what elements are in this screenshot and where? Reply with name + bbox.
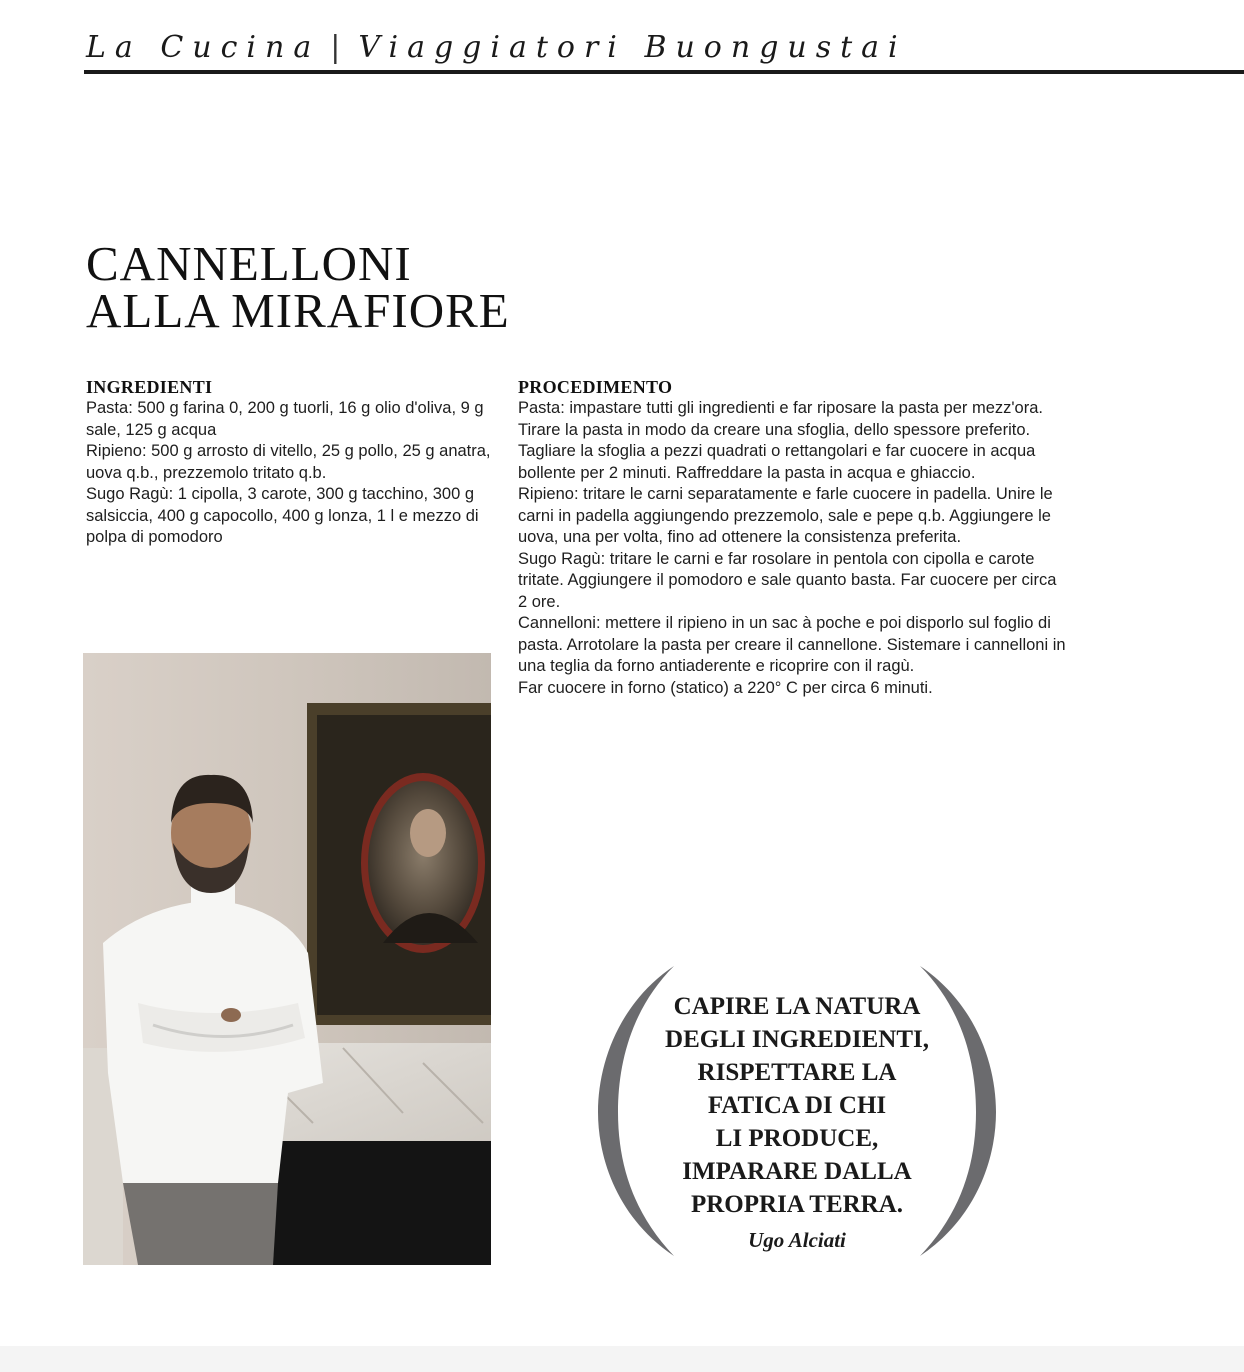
procedure-paragraph: Ripieno: tritare le carni separatamente e farle cuocere in padella. Unire le carni in padella aggiungendo prezzemolo, sale e pepe q.b. Aggiungere le uova, una per volta, fino ad ottenere la consistenza preferita.	[518, 485, 1053, 546]
quote-line: RISPETTARE LA	[697, 1059, 897, 1086]
chef-photo-illustration	[83, 653, 491, 1265]
chef-portrait-photo	[83, 653, 491, 1265]
header-separator: |	[330, 30, 341, 65]
quote-author: Ugo Alciati	[748, 1228, 846, 1252]
header-rule	[84, 70, 1244, 74]
ingredients-paragraph: Pasta: 500 g farina 0, 200 g tuorli, 16 g olio d'oliva, 9 g sale, 125 g acqua	[86, 399, 484, 439]
quote-line: FATICA DI CHI	[707, 1092, 887, 1119]
chef-trousers	[123, 1183, 278, 1265]
procedure-paragraph: Cannelloni: mettere il ripieno in un sac à poche e poi disporlo sul foglio di pasta. Arrotolare la pasta per creare il cannellone. Sistemare i cannelloni in una teglia da forno antiaderente e ricoprire con il ragù.	[518, 614, 1066, 675]
page-bottom-edge	[0, 1346, 1244, 1372]
ingredients-paragraph: Ripieno: 500 g arrosto di vitello, 25 g pollo, 25 g anatra, uova q.b., prezzemolo tritato q.b.	[86, 442, 491, 482]
ingredients-paragraph: Sugo Ragù: 1 cipolla, 3 carote, 300 g tacchino, 300 g salsiccia, 400 g capocollo, 400 g lonza, 1 l e mezzo di polpa di pomodoro	[86, 485, 479, 546]
pull-quote	[592, 962, 1002, 1260]
quote-line: LI PRODUCE,	[715, 1125, 879, 1152]
quote-line: PROPRIA TERRA.	[690, 1191, 904, 1218]
procedure-column	[518, 376, 1068, 699]
quote-line: DEGLI INGREDIENTI,	[665, 1026, 929, 1053]
section-name: La Cucina	[86, 30, 321, 65]
procedure-paragraph: Sugo Ragù: tritare le carni e far rosolare in pentola con cipolla e carote tritate. Aggiungere il pomodoro e sale quanto basta. Far cuocere per circa 2 ore.	[518, 549, 1057, 611]
procedure-heading: PROCEDIMENTO	[518, 377, 673, 397]
quote-line: IMPARARE DALLA	[682, 1158, 912, 1185]
running-head	[86, 30, 907, 65]
quote-line: CAPIRE LA NATURA	[673, 993, 921, 1020]
recipe-title-line-1: CANNELLONI	[86, 236, 412, 291]
procedure-paragraph: Pasta: impastare tutti gli ingredienti e far riposare la pasta per mezz'ora. Tirare la pasta in modo da creare una sfoglia, dello spessore preferito. Tagliare la sfoglia a pezzi quadrati o rettangolari e far cuocere in acqua bollente per 2 minuti. Raffreddare la pasta in acqua e ghiaccio.	[518, 399, 1043, 482]
quote-text	[642, 990, 952, 1221]
column-name: Viaggiatori Buongustai	[358, 30, 907, 65]
procedure-paragraph: Far cuocere in forno (statico) a 220° C per circa 6 minuti.	[518, 678, 933, 697]
portrait-face	[410, 809, 446, 857]
ingredients-column	[86, 376, 491, 549]
recipe-title	[86, 236, 510, 338]
recipe-title-line-2: ALLA MIRAFIORE	[86, 283, 510, 338]
ingredients-heading: INGREDIENTI	[86, 377, 213, 397]
